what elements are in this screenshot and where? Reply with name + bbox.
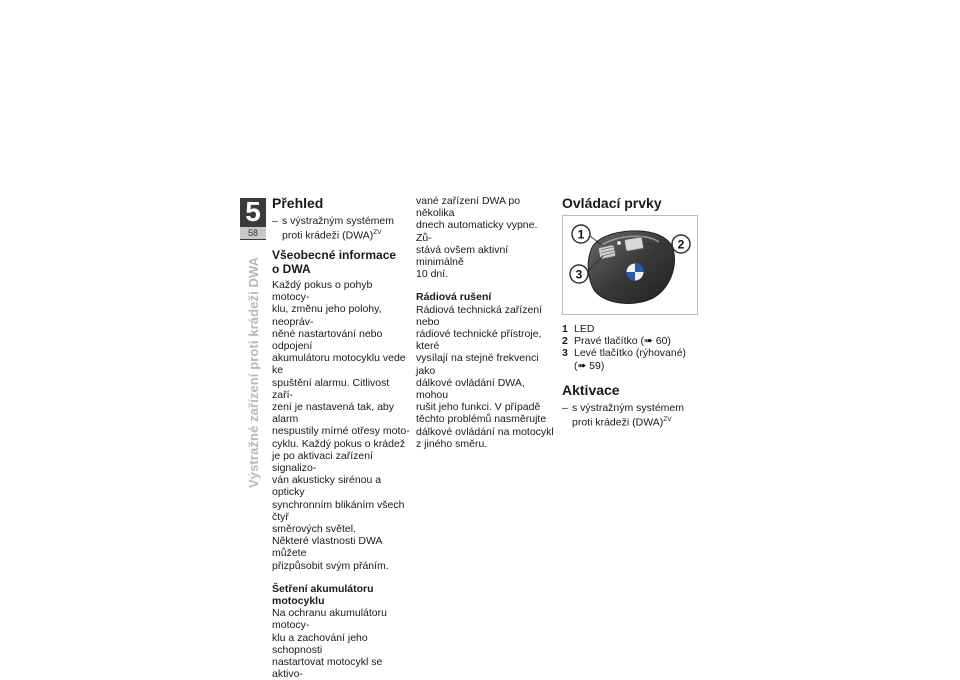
paragraph-radiove [416,304,554,450]
equipment-note: – s výstražným systémem proti krádeži (DWA)$^{ZV}$ [272,215,395,242]
text-line: dálkové ovládání na motocykl [416,425,554,438]
heading-obecne-line1: Všeobecné informace [272,247,397,262]
text-line: něné nastartování nebo odpojení [272,327,383,352]
page-number: 58 [240,227,266,239]
legend-key [562,360,574,372]
text-line: směrových světel. [272,522,357,535]
text-line: ván akusticky sirénou a opticky [272,474,382,499]
chapter-number: 5 [245,196,261,227]
text-line: rušit jeho funkci. V případě [416,401,541,414]
equipment-note-sup: ZV [373,229,382,237]
text-line: Některé vlastnosti DWA můžete [272,535,382,560]
text-line: klu, změnu jeho polohy, neopráv- [272,303,382,328]
text-line: vysílají na stejné frekvenci jako [416,352,539,377]
text-line: zení je nastavená tak, aby alarm [272,400,394,426]
heading-ovladaci: Ovládací prvky [562,195,662,211]
equipment-note-aktivace-text: s výstražným systémem proti krádeži (DWA) [572,401,685,429]
legend-text: LED [574,323,595,335]
text-line: přizpůsobit svým přáním. [272,559,389,572]
heading-obecne-line2: o DWA [272,261,311,276]
legend-key: 1 [562,323,568,335]
chapter-tab [240,198,266,240]
heading-prehled: Přehled [272,195,324,211]
text-line: akumulátoru motocyklu vede ke [272,352,406,377]
text-line: vané zařízení DWA po několika [416,195,521,220]
legend-text: Levé tlačítko (rýhované) [574,347,687,360]
callout-2: 2 [677,237,685,252]
text-line: dálkové ovládání DWA, mohou [416,376,525,402]
text-line: Na ochranu akumulátoru motocy- [272,607,387,632]
text-line: Rádiová technická zařízení nebo [416,303,543,328]
paragraph-obecne [272,279,410,572]
equipment-note-aktivace-sup: ZV [663,416,672,424]
text-line: dnech automaticky vypne. Zů- [416,219,538,244]
paragraph-setreni-continued [416,195,554,280]
legend-key: 2 [562,335,568,348]
column-2 [416,195,554,450]
callout-1: 1 [577,227,585,242]
text-line: nastartovat motocykl se aktivo- [272,656,383,680]
heading-setreni-line1: Šetření akumulátoru [272,582,374,595]
column-3 [562,195,707,435]
legend-text: (➠ 59) [574,359,605,372]
heading-radiove: Rádiová rušení [416,291,492,304]
text-line: 10 dní. [416,268,449,281]
key-fob-illustration [562,215,698,315]
callout-3: 3 [575,267,583,282]
text-line: z jiného směru. [416,437,488,450]
column-1 [272,195,410,680]
text-line: spuštění alarmu. Citlivost zaří- [272,376,390,401]
text-line: synchronním blikáním všech čtyř [272,498,405,523]
heading-setreni-line2: motocyklu [272,594,325,607]
text-line: cyklu. Každý pokus o krádež [272,437,406,450]
text-line: je po aktivaci zařízení signalizo- [272,449,373,474]
text-line: těchto problémů nasměrujte [416,413,547,426]
equipment-note-aktivace: – s výstražným systémem proti krádeži (DWA)$^{ZV}$ [562,401,685,429]
sidebar-chapter-title: Výstražné zařízení proti krádeži DWA [246,256,261,488]
remote-key-fob-icon [563,216,697,314]
text-line: Každý pokus o pohyb motocy- [272,278,373,304]
legend-key: 3 [562,347,568,360]
text-line: klu a zachování jeho schopnosti [272,631,368,656]
legend-list [562,323,707,372]
text-line: stává ovšem aktivní minimálně [416,243,509,269]
text-line: nespustily mírné otřesy moto- [272,425,410,438]
paragraph-setreni [272,607,410,680]
legend-text: Pravé tlačítko (➠ 60) [574,335,671,348]
text-line: rádiové technické přístroje, které [416,328,542,353]
heading-aktivace: Aktivace [562,381,620,398]
equipment-note-text: s výstražným systémem proti krádeži (DWA) [282,215,395,242]
